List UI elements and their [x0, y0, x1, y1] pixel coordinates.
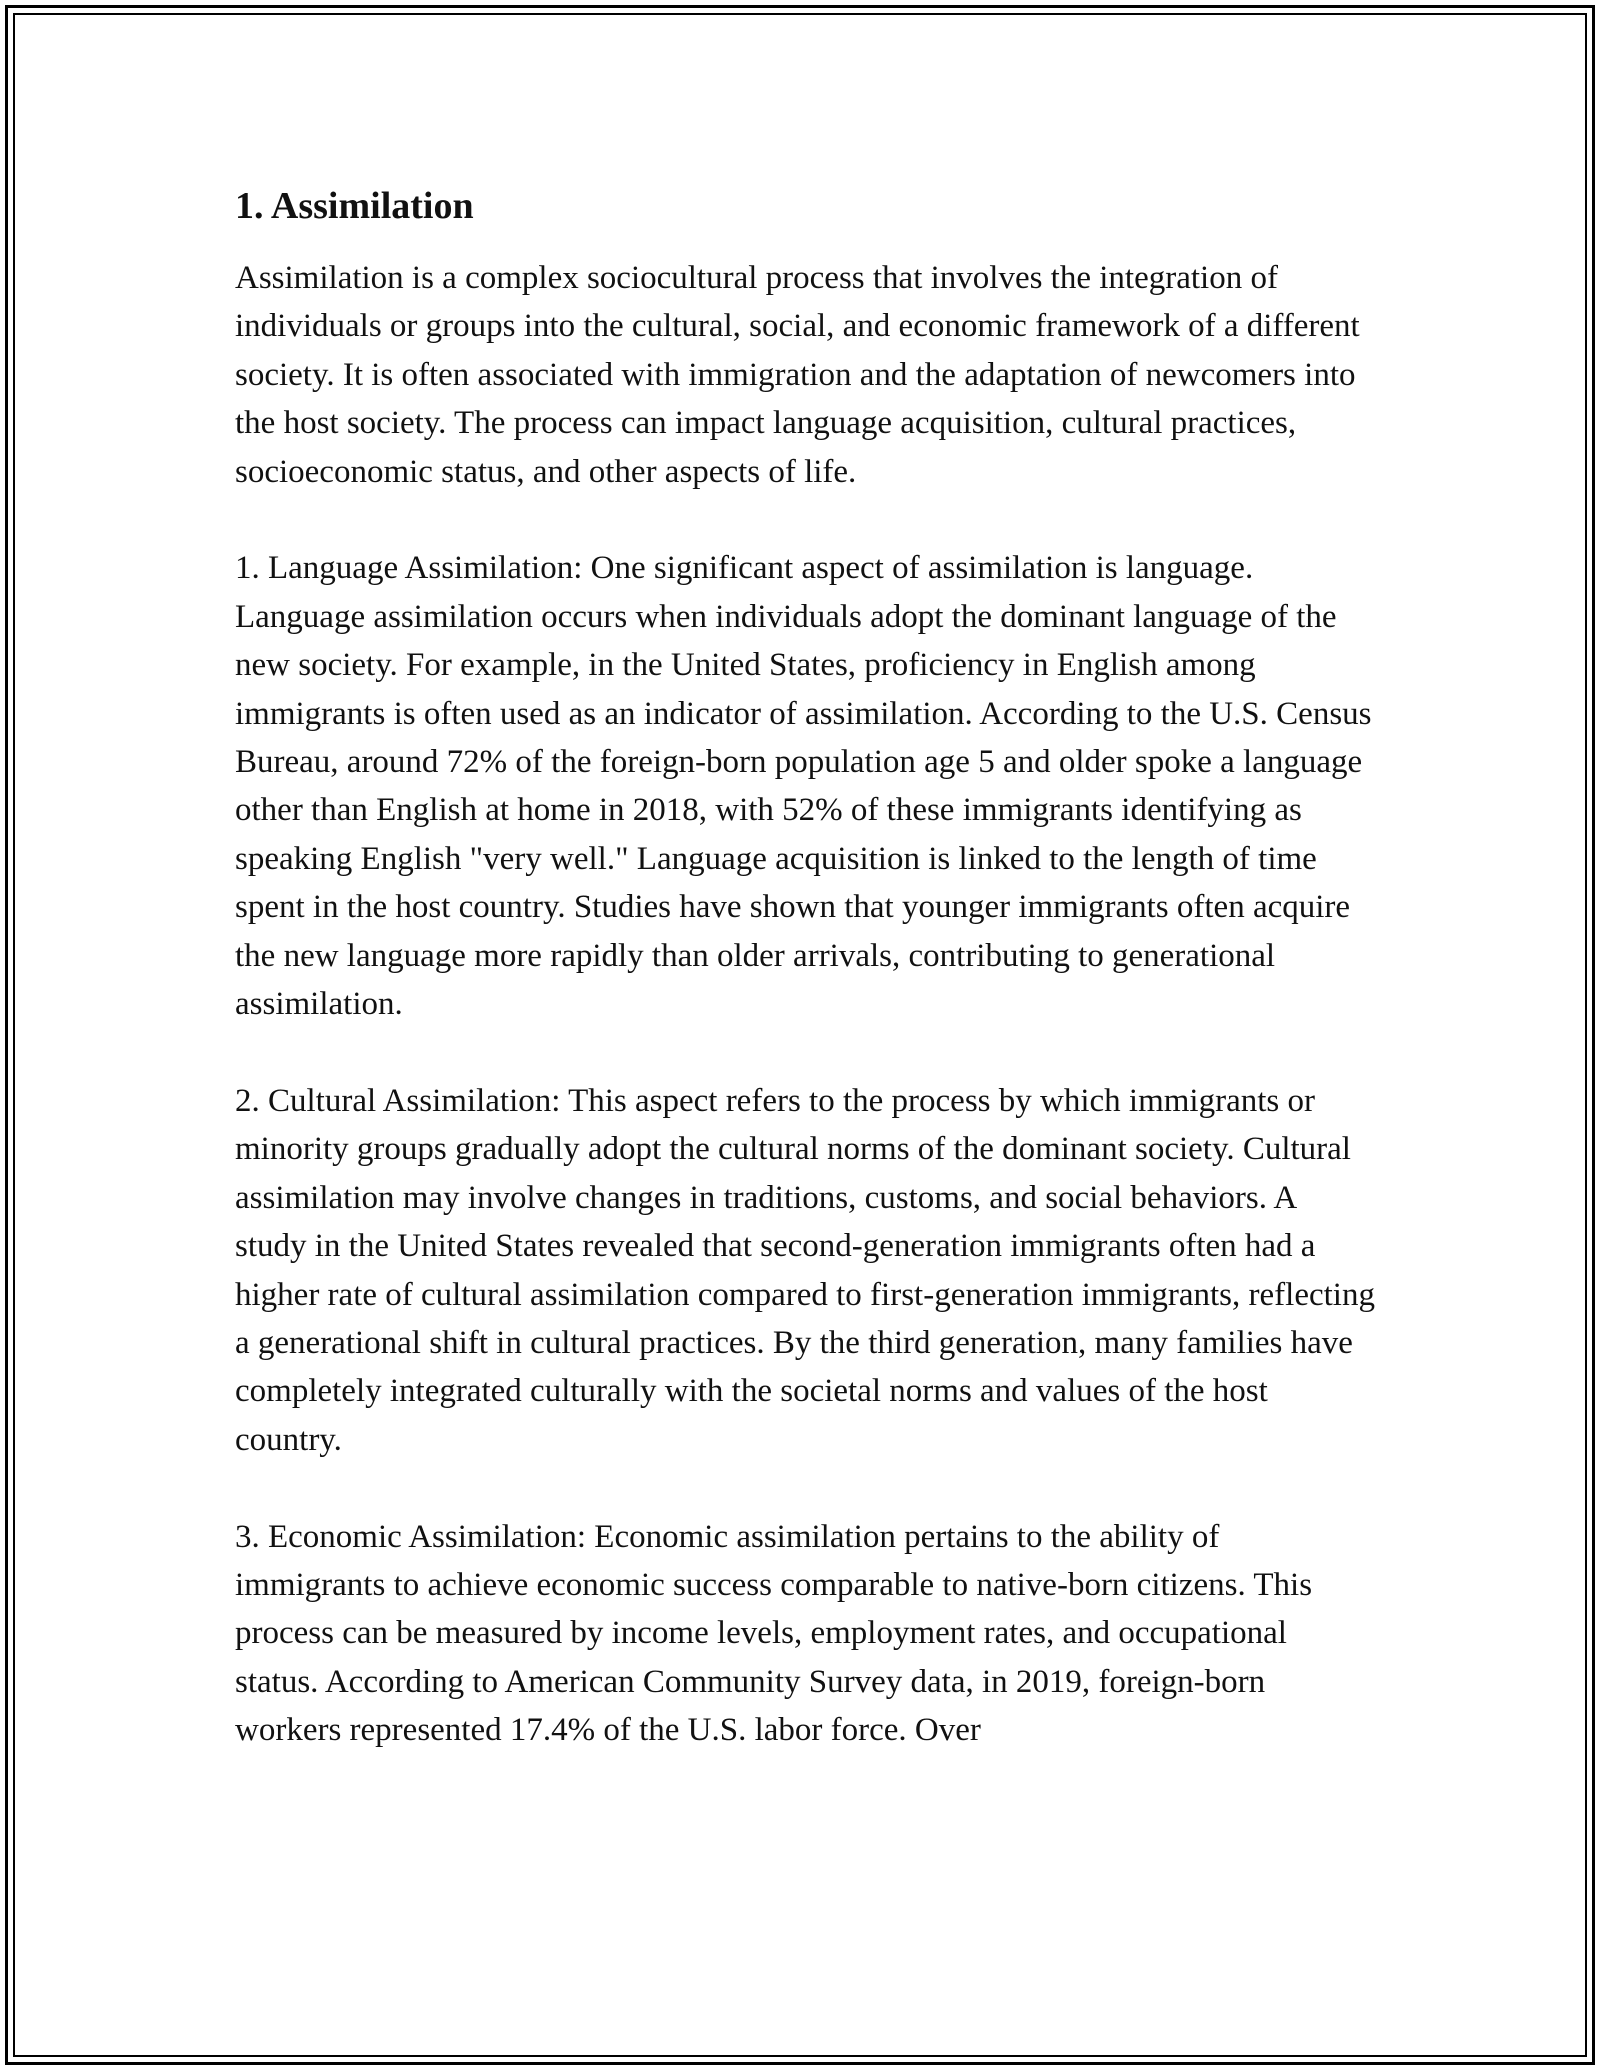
paragraph-economic-assimilation: 3. Economic Assimilation: Economic assimilation pertains to the ability of immigrants to achieve economic success comparable to native-born citizens. This process can be measured by income levels, employment rates, and occupational status. According to American Community Survey data, in 2019, foreign-born workers represented 17.4% of the U.S. labor force. Over [235, 1518, 1313, 1749]
paragraph-language-assimilation: 1. Language Assimilation: One significant aspect of assimilation is language. Language assimilation occurs when individuals adopt the dominant language of the new society. For example, in the United States, proficiency in English among immigrants is often used as an indicator of assimilation. According to the U.S. Census Bureau, around 72% of the foreign-born population age 5 and older spoke a language other than English at home in 2018, with 52% of these immigrants identifying as speaking English "very well." Language acquisition is linked to the length of time spent in the host country. Studies have shown that younger immigrants often acquire the new language more rapidly than older arrivals, contributing to generational assimilation. [235, 550, 1372, 1023]
paragraph-cultural-assimilation: 2. Cultural Assimilation: This aspect refers to the process by which immigrants or minority groups gradually adopt the cultural norms of the dominant society. Cultural assimilation may involve changes in traditions, customs, and social behaviors. A study in the United States revealed that second-generation immigrants often had a higher rate of cultural assimilation compared to first-generation immigrants, reflecting a generational shift in cultural practices. By the third generation, many families have completely integrated culturally with the societal norms and values of the host country. [235, 1082, 1375, 1458]
section-heading: 1. Assimilation [235, 185, 474, 227]
paragraph-intro: Assimilation is a complex sociocultural process that involves the integration of individuals or groups into the cultural, social, and economic framework of a different society. It is often associated with immigration and the adaptation of newcomers into the host society. The process can impact language acquisition, cultural practices, socioeconomic status, and other aspects of life. [235, 260, 1360, 490]
document-body [235, 182, 1375, 1803]
